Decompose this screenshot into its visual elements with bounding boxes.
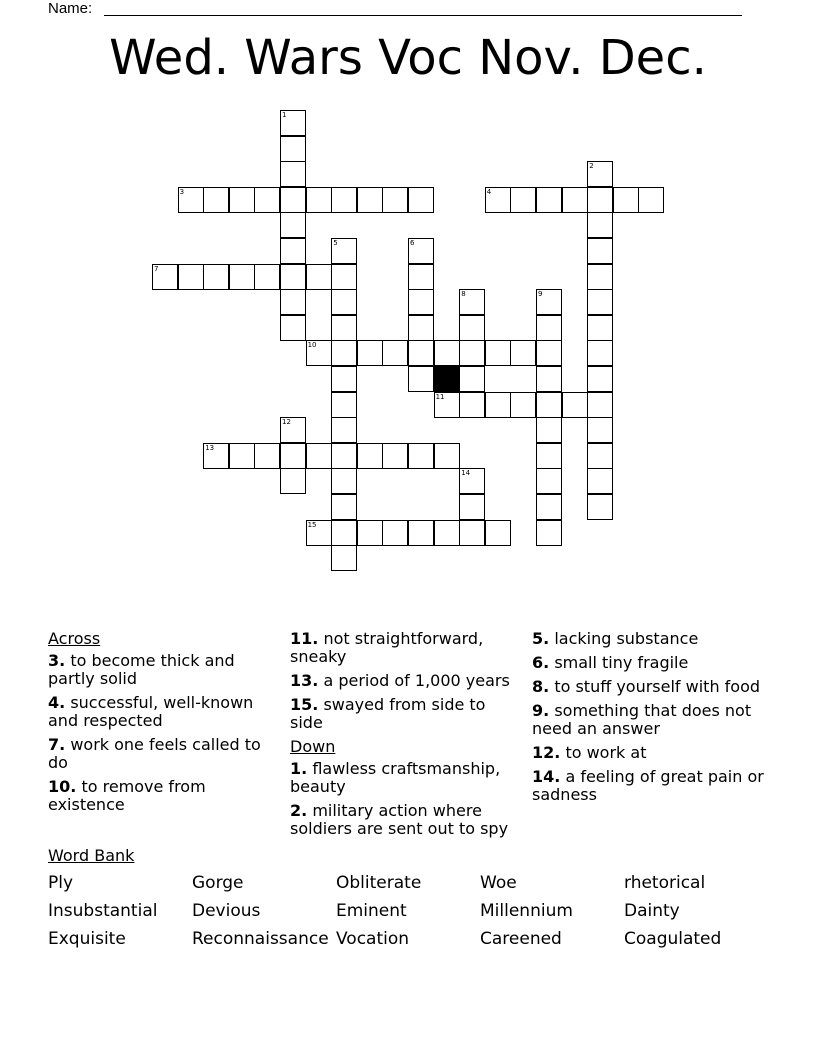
word-bank-item: Vocation — [336, 929, 410, 949]
grid-cell[interactable] — [562, 187, 588, 213]
grid-cell[interactable] — [306, 187, 332, 213]
clue-number-10: 10 — [307, 341, 317, 350]
clue-down-12: 12. to work at — [532, 743, 647, 762]
word-bank-item: Devious — [192, 901, 261, 921]
clue-number-13: 13 — [205, 443, 215, 452]
grid-cell[interactable] — [382, 443, 408, 469]
grid-cell[interactable] — [280, 315, 306, 341]
grid-cell[interactable] — [587, 417, 613, 443]
grid-cell[interactable] — [408, 340, 434, 366]
word-bank — [48, 874, 768, 948]
grid-cell[interactable] — [587, 289, 613, 315]
black-square — [434, 366, 460, 392]
clue-down-5: 5. lacking substance — [532, 629, 699, 648]
grid-cell[interactable] — [331, 315, 357, 341]
grid-cell[interactable] — [306, 443, 332, 469]
grid-cell[interactable] — [434, 443, 460, 469]
clue-number-7: 7 — [154, 264, 159, 273]
grid-cell[interactable] — [485, 520, 511, 546]
grid-cell[interactable] — [331, 417, 357, 443]
grid-cell[interactable] — [331, 494, 357, 520]
word-bank-item: Dainty — [624, 901, 680, 921]
grid-cell[interactable] — [331, 520, 357, 546]
clues-column-3 — [532, 630, 772, 810]
grid-cell[interactable] — [280, 264, 306, 290]
grid-cell[interactable] — [357, 520, 383, 546]
grid-cell[interactable] — [382, 340, 408, 366]
grid-cell[interactable] — [587, 212, 613, 238]
clue-number-3: 3 — [179, 187, 185, 196]
grid-cell[interactable] — [229, 443, 255, 469]
grid-cell[interactable] — [408, 264, 434, 290]
word-bank-item: Eminent — [336, 901, 407, 921]
grid-cell[interactable] — [331, 264, 357, 290]
grid-cell[interactable] — [510, 340, 536, 366]
grid-cell[interactable] — [280, 136, 306, 162]
grid-cell[interactable] — [331, 366, 357, 392]
grid-cell[interactable] — [587, 315, 613, 341]
clue-across-3: 3. to become thick and partly solid — [48, 651, 235, 688]
word-bank-item: Woe — [480, 873, 517, 893]
grid-cell[interactable] — [408, 366, 434, 392]
grid-cell[interactable] — [382, 520, 408, 546]
grid-cell[interactable] — [280, 468, 306, 494]
grid-cell[interactable] — [434, 520, 460, 546]
grid-cell[interactable] — [459, 494, 485, 520]
clue-down-1: 1. flawless craftsmanship, beauty — [290, 759, 501, 796]
clue-down-6: 6. small tiny fragile — [532, 653, 689, 672]
grid-cell[interactable] — [357, 340, 383, 366]
word-bank-item: Coagulated — [624, 929, 722, 949]
word-bank-item: Insubstantial — [48, 901, 158, 921]
grid-cell[interactable] — [587, 392, 613, 418]
grid-cell[interactable] — [254, 443, 280, 469]
grid-cell[interactable] — [382, 187, 408, 213]
grid-cell[interactable] — [510, 187, 536, 213]
grid-cell[interactable] — [536, 520, 562, 546]
grid-cell[interactable] — [562, 392, 588, 418]
grid-cell[interactable] — [254, 187, 280, 213]
grid-cell[interactable] — [357, 443, 383, 469]
grid-cell[interactable] — [331, 545, 357, 571]
grid-cell[interactable] — [280, 187, 306, 213]
grid-cell[interactable] — [408, 443, 434, 469]
grid-cell[interactable] — [331, 340, 357, 366]
grid-cell[interactable] — [587, 468, 613, 494]
name-label: Name: — [48, 0, 93, 17]
word-bank-item: Reconnaissance — [192, 929, 329, 949]
grid-cell[interactable] — [536, 468, 562, 494]
word-bank-item: Exquisite — [48, 929, 126, 949]
grid-cell[interactable] — [485, 340, 511, 366]
clue-number-6: 6 — [410, 239, 415, 247]
grid-cell[interactable] — [638, 187, 664, 213]
word-bank-title: Word Bank — [48, 846, 135, 865]
grid-cell[interactable] — [587, 366, 613, 392]
grid-cell[interactable] — [280, 289, 306, 315]
clue-across-10: 10. to remove from existence — [48, 777, 206, 814]
grid-cell[interactable] — [587, 238, 613, 264]
clue-number-12: 12 — [282, 418, 291, 427]
grid-cell[interactable] — [280, 161, 306, 187]
clue-number-5: 5 — [333, 239, 338, 247]
clue-down-9: 9. something that does not need an answer — [532, 701, 752, 738]
grid-cell[interactable] — [587, 494, 613, 520]
grid-cell[interactable] — [331, 187, 357, 213]
word-bank-item: Careened — [480, 929, 562, 949]
clue-number-8: 8 — [461, 290, 466, 299]
grid-cell[interactable] — [254, 264, 280, 290]
grid-cell[interactable] — [536, 443, 562, 469]
clue-number-15: 15 — [307, 520, 317, 529]
clue-across-11: 11. not straightforward, sneaky — [290, 629, 484, 666]
grid-cell[interactable] — [459, 520, 485, 546]
grid-cell[interactable] — [280, 443, 306, 469]
word-bank-item: Ply — [48, 873, 74, 893]
grid-cell[interactable] — [459, 392, 485, 418]
grid-cell[interactable] — [536, 417, 562, 443]
clue-number-2: 2 — [589, 162, 594, 171]
grid-cell[interactable] — [306, 264, 332, 290]
clue-across-15: 15. swayed from side to side — [290, 695, 486, 732]
grid-cell[interactable] — [536, 187, 562, 213]
clue-down-14: 14. a feeling of great pain or sadness — [532, 767, 764, 804]
down-heading: Down — [290, 737, 336, 756]
grid-cell[interactable] — [203, 187, 229, 213]
grid-cell[interactable] — [331, 392, 357, 418]
grid-cell[interactable] — [536, 315, 562, 341]
word-bank-item: Obliterate — [336, 873, 422, 893]
clue-number-1: 1 — [282, 111, 287, 119]
grid-cell[interactable] — [459, 340, 485, 366]
clues-column-2 — [290, 630, 520, 844]
grid-cell[interactable] — [408, 289, 434, 315]
grid-cell[interactable] — [587, 443, 613, 469]
grid-cell[interactable] — [536, 340, 562, 366]
clue-across-13: 13. a period of 1,000 years — [290, 671, 510, 690]
clue-across-7: 7. work one feels called to do — [48, 735, 261, 772]
grid-cell[interactable] — [229, 264, 255, 290]
grid-cell[interactable] — [178, 264, 204, 290]
across-heading: Across — [48, 629, 101, 648]
clue-number-9: 9 — [538, 290, 543, 299]
word-bank-item: rhetorical — [624, 873, 706, 893]
grid-cell[interactable] — [510, 392, 536, 418]
grid-cell[interactable] — [485, 392, 511, 418]
grid-cell[interactable] — [203, 264, 229, 290]
clue-across-4: 4. successful, well-known and respected — [48, 693, 254, 730]
word-bank-item: Gorge — [192, 873, 244, 893]
word-bank-item: Millennium — [480, 901, 573, 921]
grid-cell[interactable] — [536, 494, 562, 520]
grid-cell[interactable] — [459, 315, 485, 341]
clues-column-1 — [48, 630, 273, 820]
puzzle-title: Wed. Wars Voc Nov. Dec. — [109, 30, 707, 86]
grid-cell[interactable] — [331, 289, 357, 315]
clue-down-8: 8. to stuff yourself with food — [532, 677, 761, 696]
clue-number-11: 11 — [435, 392, 445, 401]
clue-number-4: 4 — [486, 187, 492, 196]
grid-cell[interactable] — [408, 187, 434, 213]
grid-cell[interactable] — [280, 212, 306, 238]
grid-cell[interactable] — [536, 366, 562, 392]
grid-cell[interactable] — [459, 366, 485, 392]
grid-cell[interactable] — [587, 340, 613, 366]
grid-cell[interactable] — [613, 187, 639, 213]
clue-down-2: 2. military action where soldiers are sent out to spy — [290, 801, 509, 838]
grid-cell[interactable] — [408, 520, 434, 546]
grid-cell[interactable] — [331, 443, 357, 469]
grid-cell[interactable] — [536, 392, 562, 418]
grid-cell[interactable] — [229, 187, 255, 213]
grid-cell[interactable] — [587, 264, 613, 290]
grid-cell[interactable] — [331, 468, 357, 494]
grid-cell[interactable] — [434, 340, 460, 366]
grid-cell[interactable] — [280, 238, 306, 264]
grid-cell[interactable] — [587, 187, 613, 213]
grid-cell[interactable] — [408, 315, 434, 341]
grid-cell[interactable] — [357, 187, 383, 213]
clue-number-14: 14 — [461, 469, 471, 478]
